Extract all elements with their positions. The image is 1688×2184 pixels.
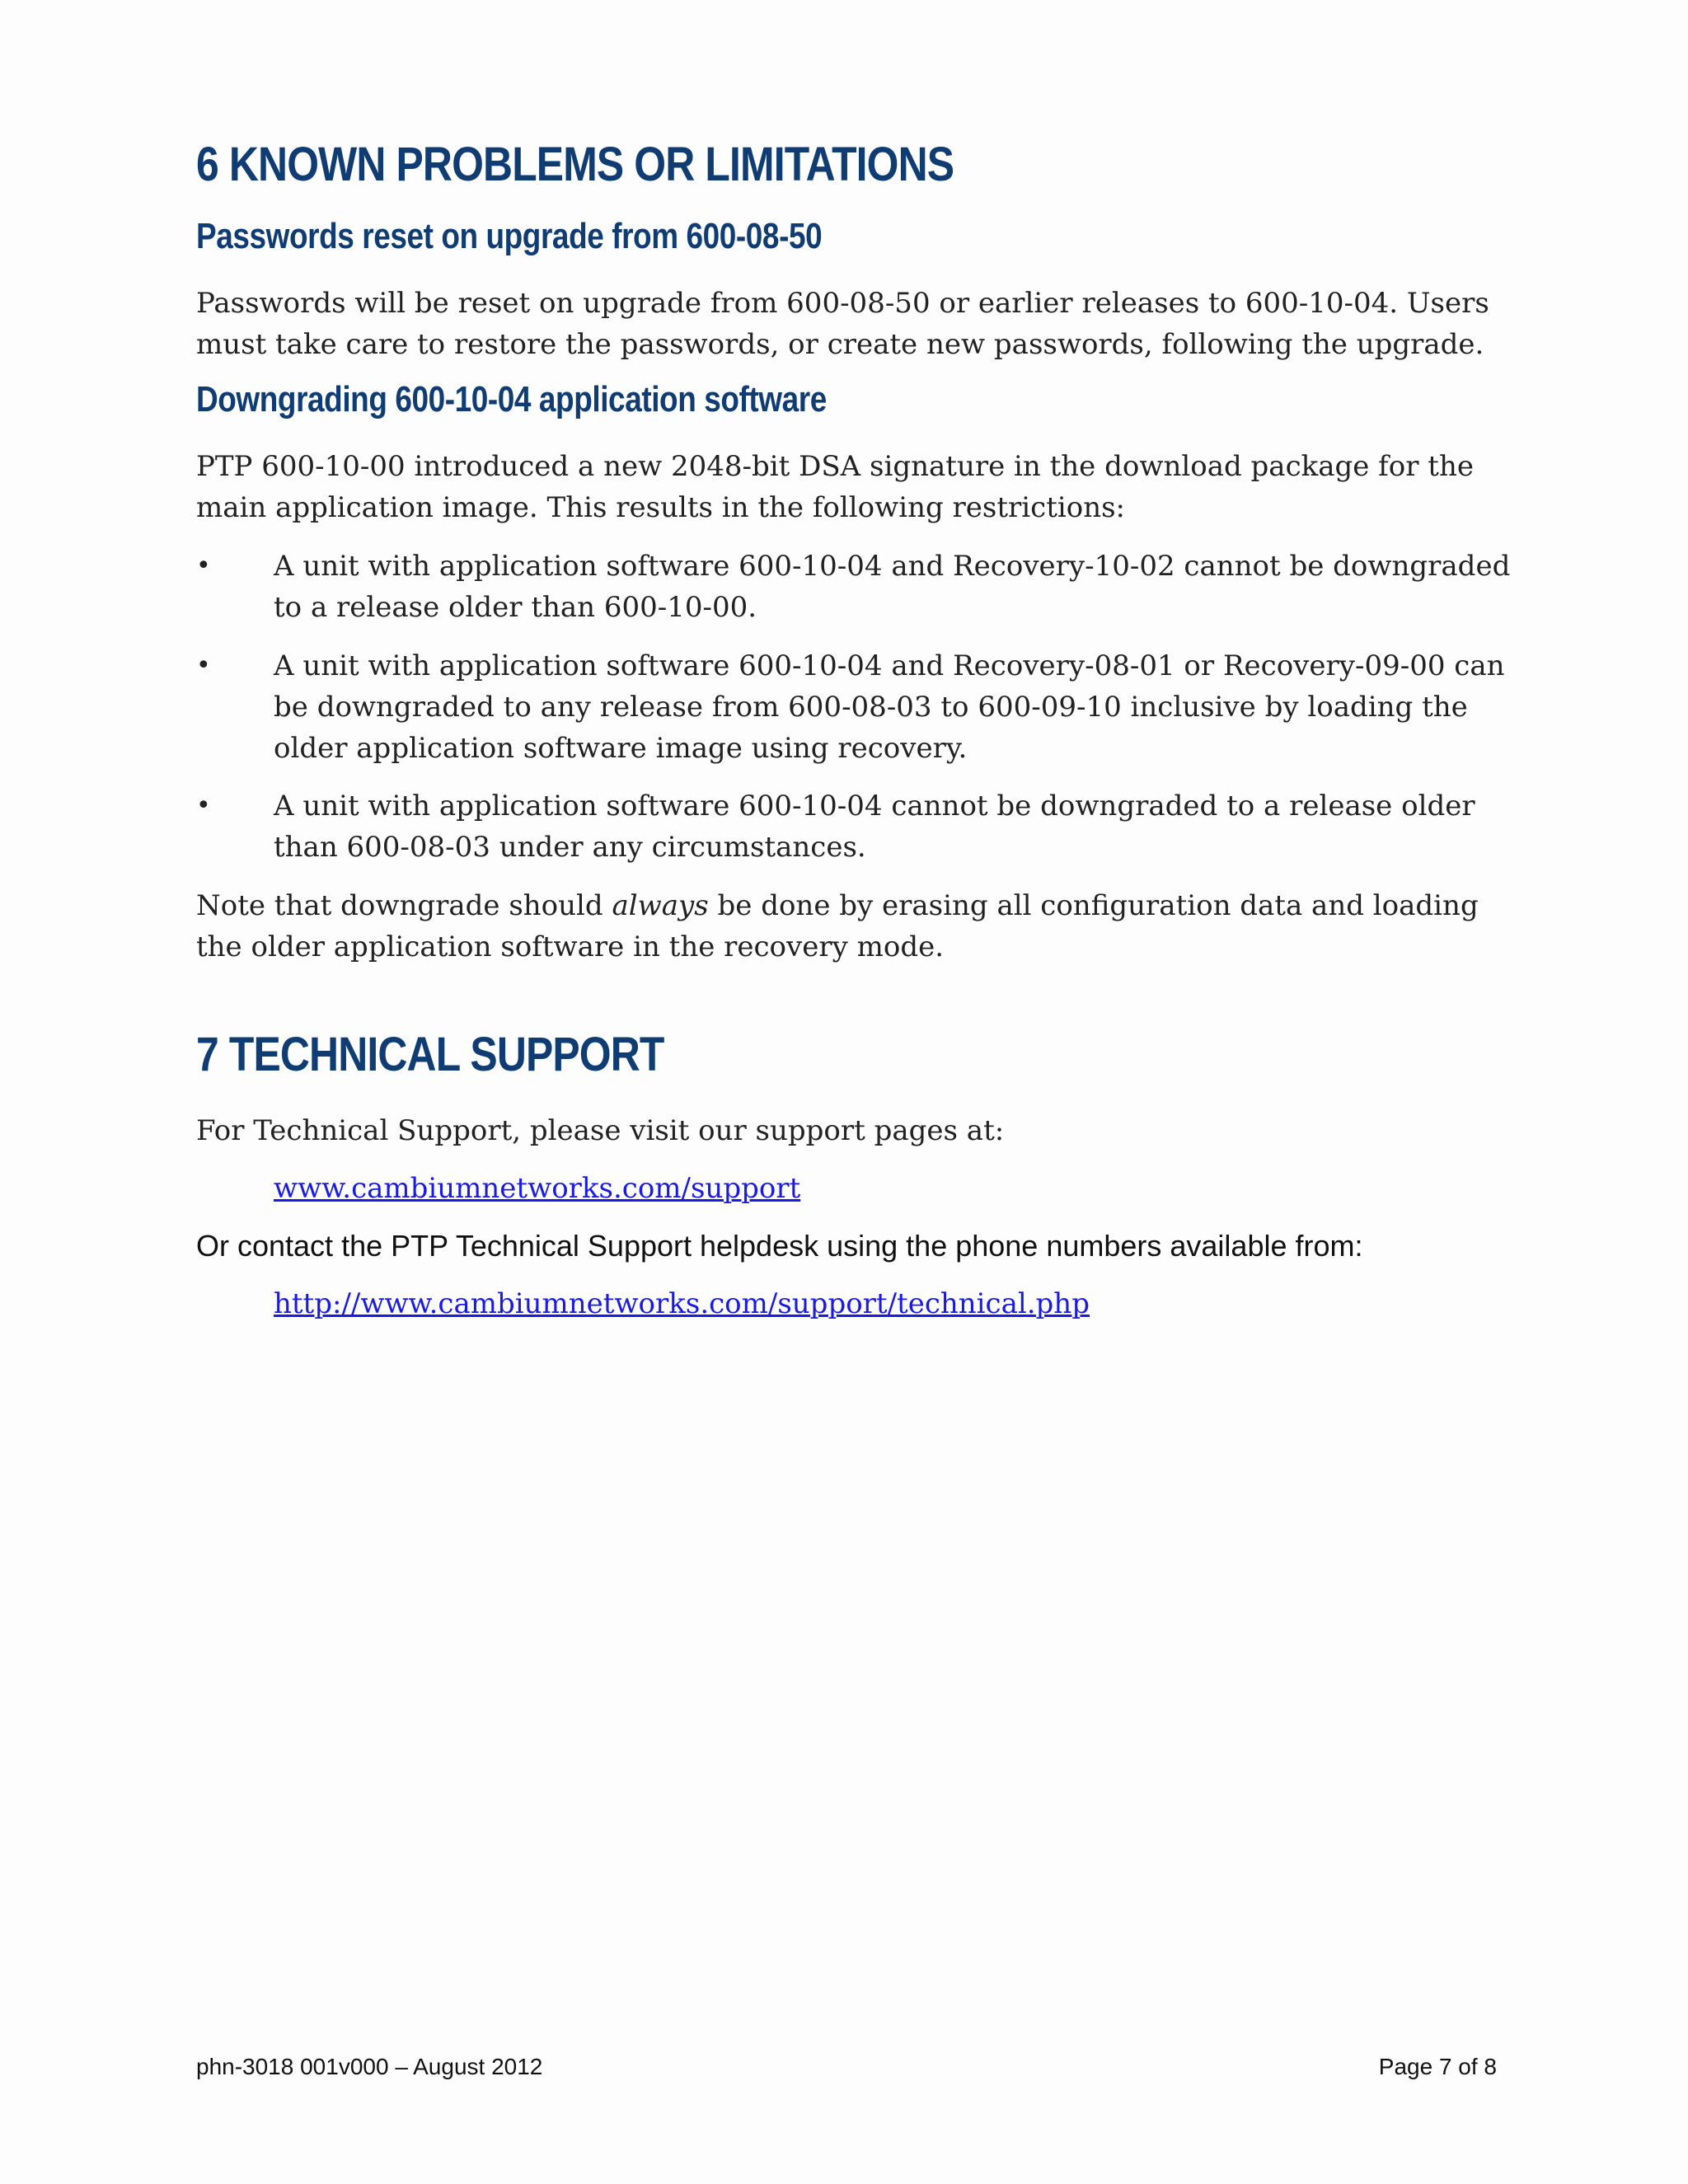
- bullet-icon: •: [196, 651, 211, 680]
- support-intro-paragraph: For Technical Support, please visit our support pages at:: [196, 1114, 1005, 1147]
- bullet-icon: •: [196, 791, 211, 820]
- section-7-heading: 7 TECHNICAL SUPPORT: [196, 1028, 664, 1081]
- support-link[interactable]: www.cambiumnetworks.com/support: [274, 1172, 801, 1205]
- helpdesk-contact-paragraph: Or contact the PTP Technical Support helpdesk using the phone numbers available from:: [196, 1229, 1363, 1263]
- note-text-start: Note that downgrade should: [196, 889, 612, 922]
- passwords-reset-subheading: Passwords reset on upgrade from 600-08-50: [196, 216, 823, 256]
- technical-support-link[interactable]: http://www.cambiumnetworks.com/support/technical.php: [274, 1287, 1090, 1320]
- footer-document-id: phn-3018 001v000 – August 2012: [196, 2054, 543, 2079]
- footer-page-number: Page 7 of 8: [1378, 2054, 1497, 2079]
- passwords-reset-paragraph: Passwords will be reset on upgrade from 600-08-50 or earlier releases to 600-10-04. Users must take care to restore the passwords, or create new passwords, following the upgrade.: [196, 287, 1489, 361]
- note-emphasis: always: [612, 889, 709, 922]
- note-text-end: be done by erasing all configuration data and loading the older application software in the recovery mode.: [196, 889, 1479, 963]
- list-item-text: A unit with application software 600-10-04 and Recovery-08-01 or Recovery-09-00 can be downgraded to any release from 600-08-03 to 600-09-10 inclusive by loading the older application software image using recovery.: [274, 649, 1505, 765]
- list-item-text: A unit with application software 600-10-04 cannot be downgraded to a release older than 600-08-03 under any circumstances.: [274, 790, 1475, 864]
- list-item-text: A unit with application software 600-10-04 and Recovery-10-02 cannot be downgraded to a release older than 600-10-00.: [274, 550, 1511, 624]
- bullet-icon: •: [196, 551, 211, 580]
- downgrade-note-paragraph: [196, 885, 1515, 968]
- downgrading-intro-paragraph: PTP 600-10-00 introduced a new 2048-bit DSA signature in the download package for the main application image. This results in the following restrictions:: [196, 450, 1474, 524]
- downgrading-subheading: Downgrading 600-10-04 application software: [196, 379, 827, 419]
- section-6-heading: 6 KNOWN PROBLEMS OR LIMITATIONS: [196, 138, 954, 191]
